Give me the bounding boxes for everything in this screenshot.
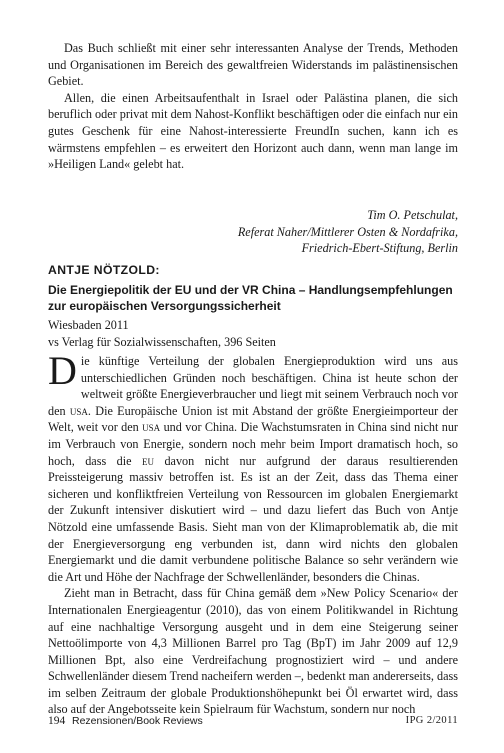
page-footer <box>48 714 458 728</box>
issue-label: IPG 2/2011 <box>405 715 458 726</box>
signature-name: Tim O. Petschulat, <box>367 208 458 222</box>
review-signature <box>48 207 458 257</box>
body-text: ie künftige Verteilung der globalen Energieproduktion wird uns aus unterschiedlichen Gründen noch beschäftigen. China ist heute schon der weltweit größte Energieverbraucher und liegt mit seinem Verbrauch noch vor den <box>48 354 458 418</box>
book-publisher: vs Verlag für Sozialwissenschaften, 396 Seiten <box>48 334 276 349</box>
abbreviation: usa <box>69 403 88 418</box>
review-body <box>48 348 458 718</box>
intro-paragraph-1: Das Buch schließt mit einer sehr interessanten Analyse der Trends, Methoden und Organisationen im Bereich des gewaltfreien Widerstands im palästinensischen Gebiet. <box>48 41 458 89</box>
abbreviation: usa <box>142 420 161 435</box>
body-text: . Die Europäische Union ist mit Abstand der größte Energieimporteur der Welt, weit vor den <box>48 403 458 435</box>
section-title: Rezensionen/Book Reviews <box>72 715 203 727</box>
signature-department: Referat Naher/Mittlerer Osten & Nordafrika, <box>237 224 458 239</box>
book-author: ANTJE NÖTZOLD: <box>48 263 160 277</box>
page-number: 194 <box>48 715 66 727</box>
body-text: und vor China. Die Wachstumsraten in China sind nicht nur im Verbrauch von Energie, sondern noch mehr beim Import dramatisch hoch, so hoch, dass die <box>48 420 458 468</box>
body-paragraph-1 <box>48 348 458 585</box>
book-place-year: Wiesbaden 2011 <box>48 317 129 332</box>
intro-paragraph-2: Allen, die einen Arbeitsaufenthalt in Israel oder Palästina planen, die sich beruflich oder privat mit dem Nahost-Konflikt beschäftigen oder die einfach nur ein gutes Geschenk für eine Nahost-interessierte FreundIn suchen, kann ich es wärmstens empfehlen – es erweitert den Horizont auch dann, wenn man lange im »Heiligen Land« gelebt hat. <box>48 90 458 172</box>
signature-organization: Friedrich-Ebert-Stiftung, Berlin <box>301 241 458 256</box>
body-text: davon nicht nur aufgrund der daraus resultierenden Preissteigerung massiv betroffen ist. Es ist an der Zeit, dass das Thema einer sicheren und konfliktfreien Verteilung von Ressourcen im globalen Energiemarkt der Zukunft intensiver diskutiert wird – und dazu liefert das Buch von Antje Nötzold eine umfassende Basis. Sieht man von der Klimaproblematik ab, die mit der Energieversorgung eng verbunden ist, dann wird nichts den globalen Energiemarkt und die damit verbundene politische Balance so sehr verändern wie die Art und Höhe der Nachfrage der Schwellenländer, besonders die Chinas. <box>48 453 458 584</box>
drop-cap: D <box>48 348 77 393</box>
body-paragraph-2: Zieht man in Betracht, dass für China gemäß dem »New Policy Scenario« der Internationalen Energieagentur (2010), das von einem Politikwandel in Richtung auf eine nachhaltige Versorgung ausgeht und in dem eine Steigerung seiner Nettoölimporte von 4,3 Millionen Barrel pro Tag (BpT) im Jahr 2009 auf 12,9 Millionen Bpt, also eine Verdreifachung prognostiziert wird – und andere Schwellenländer diesem Trend nacheifern werden –, bedenkt man andererseits, dass im selben Zeitraum der globale Produktionshöhepunkt bei Öl erwartet wird, dass also auf der Angebotsseite kein Spielraum für Wachstum, sondern nur noch <box>48 586 458 717</box>
abbreviation: eu <box>142 453 154 468</box>
intro-section <box>48 40 458 173</box>
book-title: Die Energiepolitik der EU und der VR China – Handlungsempfehlungen zur europäischen Versorgungssicherheit <box>48 283 453 314</box>
review-header <box>48 262 458 351</box>
